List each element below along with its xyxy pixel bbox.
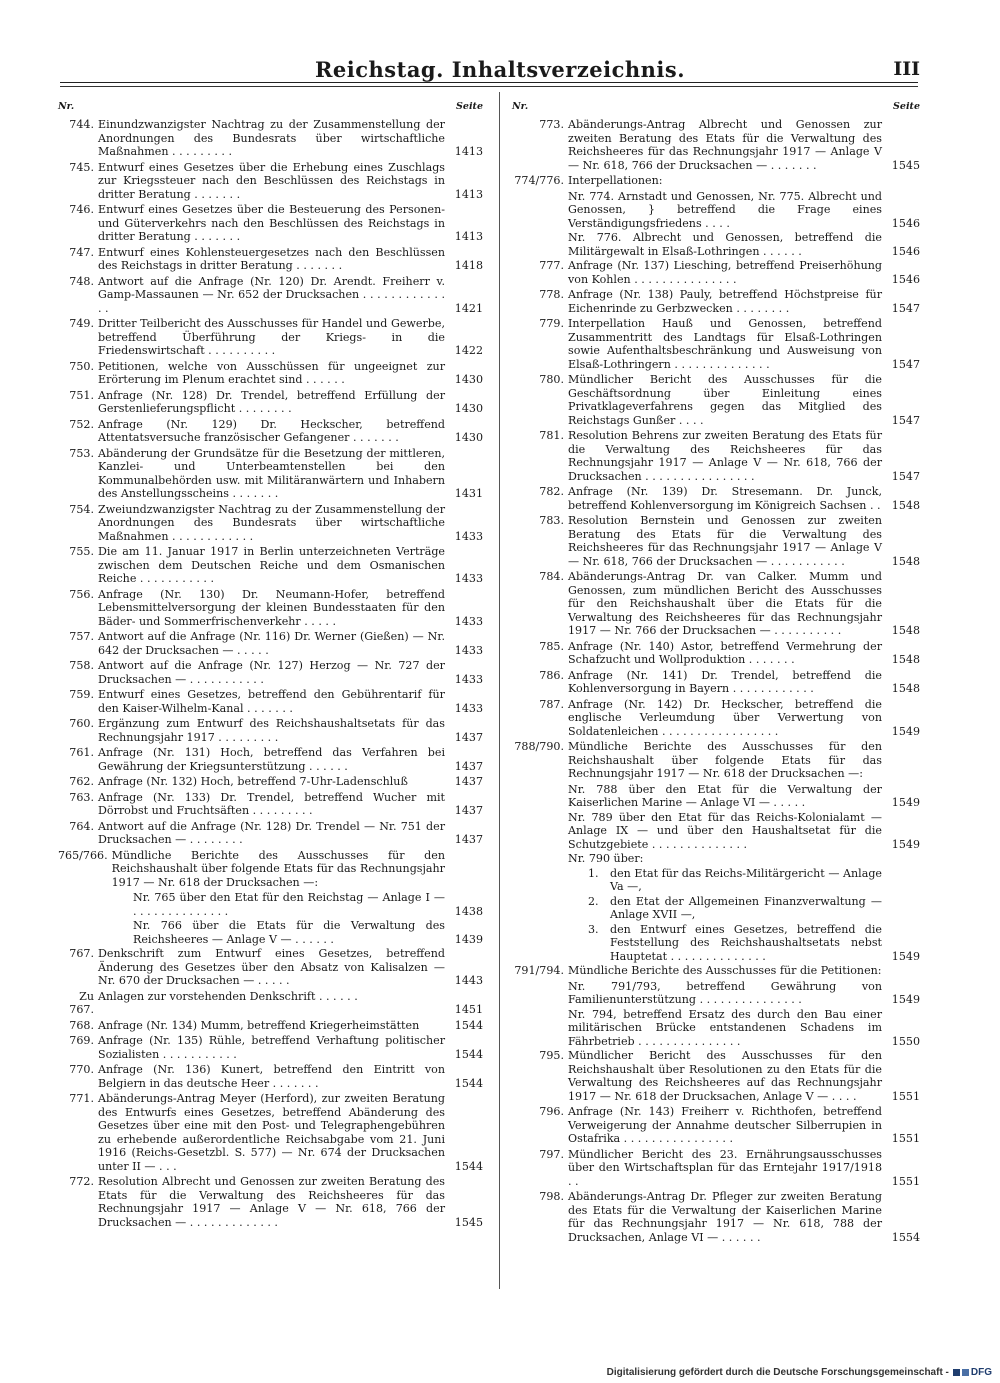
entry-text: Anfrage (Nr. 139) Dr. Stresemann. Dr. Junck, betreffend Kohlenversorgung im Königreich Sachsen . . (568, 485, 882, 512)
toc-entry (58, 775, 483, 789)
toc-subentry (512, 1008, 920, 1049)
toc-subentry (512, 895, 920, 922)
entry-number: 744. (69, 118, 94, 131)
subentry-text: Nr. 774. Arnstadt und Genossen, Nr. 775. Albrecht und Genossen, } betreffend die Frage eines Verständigungsfriedens . . . . (568, 189, 882, 230)
entry-number: Zu 767. (69, 989, 94, 1016)
entry-number: 768. (69, 1018, 94, 1032)
entry-number: 779. (539, 317, 564, 330)
entry-text: Anfrage (Nr. 141) Dr. Trendel, betreffend die Kohlenversorgung in Bayern . . . . . . . . . . . . (568, 668, 882, 695)
entry-text: Mündliche Berichte des Ausschusses für den Reichshaushalt über folgende Etats für das Rechnungsjahr 1917 — Nr. 618 der Drucksachen —: (568, 740, 882, 780)
subentry-text: Nr. 766 über die Etats für die Verwaltung des Reichsheeres — Anlage V — . . . . . . (133, 919, 445, 946)
toc-entry (512, 1148, 920, 1189)
entry-number: 796. (539, 1105, 564, 1118)
entry-page: 1548 (891, 624, 920, 637)
toc-entry (512, 570, 920, 638)
entry-page: 1421 (454, 301, 483, 315)
entry-number: 762. (69, 775, 94, 788)
entry-page: 1430 (454, 402, 483, 415)
toc-entry (58, 947, 483, 988)
column-divider (499, 92, 500, 1289)
entry-page: 1433 (454, 701, 483, 715)
subentry-text: Nr. 765 über den Etat für den Reichstag — Anlage I — . . . . . . . . . . . . . . (133, 891, 445, 918)
toc-entry (58, 389, 483, 416)
entry-number: 785. (539, 639, 564, 653)
entry-text: Dritter Teilbericht des Ausschusses für Handel und Gewerbe, betreffend Überführung der Kriegs- in die Friedenswirtschaft . . . . . . . . . . (98, 317, 445, 357)
toc-entry (512, 1105, 920, 1146)
entry-text: Anfrage (Nr. 143) Freiherr v. Richthofen, betreffend Verweigerung der Annahme deutscher Silberrupien in Ostafrika . . . . . . . . . . . . . . . . (568, 1105, 882, 1145)
entry-page: 1547 (891, 469, 920, 483)
subentry-text: Nr. 794, betreffend Ersatz des durch den Bau einer militärischen Brücke entstandenen Schadens im Fährbetrieb . . . . . . . . . . . . . . . (568, 1007, 882, 1048)
entry-text: Anfrage (Nr. 138) Pauly, betreffend Höchstpreise für Eichenrinde zu Gerbzwecken . . . . . . . . (568, 288, 882, 315)
entry-number: 749. (69, 317, 94, 330)
toc-entry (58, 1063, 483, 1090)
entry-number: 750. (69, 359, 94, 373)
entry-text: Antwort auf die Anfrage (Nr. 116) Dr. Werner (Gießen) — Nr. 642 der Drucksachen — . . . . . (98, 630, 445, 657)
entry-page: 1437 (454, 775, 483, 788)
entry-page: 1433 (454, 529, 483, 543)
toc-entry (58, 360, 483, 387)
toc-entry (58, 791, 483, 818)
toc-entry (58, 746, 483, 773)
toc-subentry (512, 867, 920, 894)
entry-number: 797. (539, 1147, 564, 1161)
page-heading: Seite (456, 101, 483, 112)
entry-text: Entwurf eines Gesetzes über die Erhebung eines Zuschlags zur Kriegssteuer nach den Beschlüssen des Reichstags in dritter Beratung . . . . . . . (98, 160, 445, 201)
entry-number: 767. (69, 947, 94, 960)
subentry-text: Nr. 790 über: (568, 852, 644, 865)
entry-page: 1437 (454, 833, 483, 846)
toc-entry (58, 717, 483, 744)
entry-number: 777. (539, 259, 564, 272)
subentry-text: Nr. 789 über den Etat für das Reichs-Kolonialamt — Anlage IX — und über den Haushaltsetat für die Schutzgebiete . . . . . . . . . . . . . . (568, 810, 882, 851)
subentry-page: 1550 (891, 1034, 920, 1048)
dfg-logo-text: DFG (970, 1367, 992, 1378)
num-heading: Nr. (512, 101, 529, 112)
entry-page: 1443 (454, 974, 483, 987)
entry-number: 747. (69, 245, 94, 259)
entry-number: 791/794. (514, 964, 564, 977)
subentry-page: 1546 (891, 244, 920, 258)
entry-number: 774/776. (514, 174, 564, 187)
entry-text: Mündlicher Bericht des Ausschusses für die Geschäftsordnung über Einleitung eines Privatklageverfahrens gegen das Mitglied des Reichstags Gunßer . . . . (568, 373, 882, 427)
entry-page: 1544 (454, 1018, 483, 1032)
toc-entry (58, 588, 483, 629)
toc-entry (512, 118, 920, 172)
toc-entry (58, 275, 483, 316)
entry-page: 1418 (454, 259, 483, 272)
entry-number: 765/766. (58, 848, 108, 862)
entry-text: Anfrage (Nr. 130) Dr. Neumann-Hofer, betreffend Lebensmittelversorgung der kleinen Bundesstaaten für den Bäder- und Sommerfrischenverkehr . . . . . (98, 587, 445, 628)
toc-entry (58, 1019, 483, 1033)
left-column-head (58, 100, 483, 112)
entry-number: 752. (69, 417, 94, 431)
entry-page: 1437 (454, 730, 483, 744)
subentry-page: 1549 (891, 993, 920, 1006)
page-heading: Seite (893, 101, 920, 112)
entry-text: Anfrage (Nr. 135) Rühle, betreffend Verhaftung politischer Sozialisten . . . . . . . . . . . (98, 1034, 445, 1061)
toc-entry (512, 373, 920, 427)
entry-text: Abänderung der Grundsätze für die Besetzung der mittleren, Kanzlei- und Unterbeamtenstellen bei den Kommunalbehörden usw. mit Militäranwärtern und Inhabern des Anstellungsscheins . . . . . . . (98, 446, 445, 500)
toc-entry (58, 545, 483, 586)
toc-entry (58, 161, 483, 202)
entry-page: 1413 (454, 145, 483, 158)
entry-text: Antwort auf die Anfrage (Nr. 120) Dr. Arendt. Freiherr v. Gamp-Massaunen — Nr. 652 der Drucksachen . . . . . . . . . . . . . . (98, 274, 445, 315)
entry-text: Einundzwanzigster Nachtrag zu der Zusammenstellung der Anordnungen des Bundesrats über wirtschaftliche Maßnahmen . . . . . . . . . (98, 118, 445, 158)
toc-entry (512, 317, 920, 371)
entry-page: 1413 (454, 187, 483, 201)
toc-entry (512, 174, 920, 188)
entry-number: 795. (539, 1049, 564, 1062)
toc-entry (512, 964, 920, 978)
entry-number: 778. (539, 288, 564, 301)
subentry-text: Nr. 791/793, betreffend Gewährung von Familienunterstützung . . . . . . . . . . . . . . . (568, 979, 882, 1006)
entry-page: 1437 (454, 759, 483, 773)
entry-number: 772. (69, 1175, 94, 1188)
toc-subentry (512, 190, 920, 231)
subentry-text: den Entwurf eines Gesetzes, betreffend die Feststellung des Reichshaushaltsetats nebst Hauptetat . . . . . . . . . . . . . . (610, 922, 882, 963)
entry-text: Resolution Bernstein und Genossen zur zweiten Beratung des Etats für die Verwaltung des Reichsheeres für das Rechnungsjahr 1917 — Anlage V — Nr. 618, 766 der Drucksachen — . . . . . . . . . . . (568, 514, 882, 568)
toc-entry (58, 203, 483, 244)
toc-entry (58, 447, 483, 501)
entry-page: 1549 (891, 724, 920, 738)
entry-number: 782. (539, 485, 564, 498)
subentry-page: 1549 (891, 796, 920, 809)
toc-entry (512, 1049, 920, 1103)
entry-text: Anfrage (Nr. 129) Dr. Heckscher, betreffend Attentatsversuche französischer Gefangener . . . . . . . (98, 417, 445, 444)
entry-number: 757. (69, 630, 94, 643)
entry-page: 1451 (454, 1003, 483, 1016)
entry-text: Entwurf eines Gesetzes über die Besteuerung des Personen- und Güterverkehrs nach den Beschlüssen des Reichstags in dritter Beratung . . . . . . . (98, 203, 445, 243)
entry-page: 1547 (891, 357, 920, 371)
entry-number: 760. (69, 717, 94, 730)
entry-page: 1551 (891, 1089, 920, 1103)
entry-number: 746. (69, 203, 94, 216)
entry-number: 758. (69, 659, 94, 672)
entry-text: Anfrage (Nr. 132) Hoch, betreffend 7-Uhr-Ladenschluß (98, 775, 408, 788)
entry-page: 1544 (454, 1159, 483, 1173)
funding-note: Digitalisierung gefördert durch die Deutsche Forschungsgemeinschaft - (606, 1367, 949, 1378)
entry-text: Ergänzung zum Entwurf des Reichshaushaltsetats für das Rechnungsjahr 1917 . . . . . . . . . (98, 717, 445, 744)
left-column (58, 100, 483, 1231)
num-heading: Nr. (58, 101, 75, 112)
entry-number: 784. (539, 570, 564, 583)
entry-text: Anfrage (Nr. 142) Dr. Heckscher, betreffend die englische Verleumdung über Verwertung von Soldatenleichen . . . . . . . . . . . . . . . . . (568, 697, 882, 738)
entry-page: 1433 (454, 614, 483, 628)
entry-page: 1544 (454, 1047, 483, 1061)
entry-text: Abänderungs-Antrag Meyer (Herford), zur zweiten Beratung des Entwurfs eines Gesetzes, betreffend Abänderung des Gesetzes über eine mit den Post- und Telegraphengebühren zu erhebende außerordentliche Reichsabgabe vom 21. Juni 1916 (Reichs-Gesetzbl. S. 577) — Nr. 674 der Drucksachen unter II — . . . (98, 1092, 445, 1173)
toc-subentry (512, 923, 920, 964)
toc-entry (512, 640, 920, 667)
entry-page: 1548 (891, 653, 920, 666)
entry-page: 1430 (454, 373, 483, 386)
entry-number: 798. (539, 1190, 564, 1203)
toc-entry (58, 820, 483, 847)
entry-number: 764. (69, 819, 94, 833)
entry-text: Resolution Behrens zur zweiten Beratung des Etats für die Verwaltung des Reichsheeres für das Rechnungsjahr 1917 — Anlage V — Nr. 618, 766 der Drucksachen . . . . . . . . . . . . . . . . (568, 429, 882, 483)
entry-number: 786. (539, 668, 564, 682)
entry-number: 755. (69, 545, 94, 558)
subentry-label: 3. (588, 922, 599, 936)
right-column (512, 100, 920, 1246)
toc-subentry (512, 231, 920, 258)
entry-text: Interpellationen: (568, 174, 663, 187)
entry-page: 1544 (454, 1076, 483, 1090)
subentry-label: 2. (588, 894, 599, 908)
entry-number: 754. (69, 502, 94, 516)
entry-number: 771. (69, 1092, 94, 1105)
subentry-label: 1. (588, 866, 599, 880)
toc-entry (58, 246, 483, 273)
entry-number: 753. (69, 446, 94, 460)
entry-text: Mündliche Berichte des Ausschusses für den Reichshaushalt über folgende Etats für das Rechnungsjahr 1917 — Nr. 618 der Drucksachen —: (111, 848, 445, 889)
entry-text: Resolution Albrecht und Genossen zur zweiten Beratung des Etats für die Verwaltung des Reichsheeres für das Rechnungsjahr 1917 — Anlage V — Nr. 618, 766 der Drucksachen — . . . . . . . . . . . . . (98, 1175, 445, 1229)
entry-text: Anlagen zur vorstehenden Denkschrift . . . . . . (98, 989, 358, 1003)
entry-number: 748. (69, 274, 94, 288)
entry-page: 1547 (891, 413, 920, 427)
dfg-logo-icon (953, 1367, 992, 1378)
toc-subentry (512, 811, 920, 852)
entry-number: 788/790. (514, 740, 564, 753)
entry-text: Interpellation Hauß und Genossen, betreffend Zusammentritt des Landtags für Elsaß-Lothringen sowie Aufenthaltsbeschränkung und Ausweisung von Elsaß-Lothringern . . . . . . . . . . . . . . (568, 317, 882, 371)
entry-page: 1433 (454, 643, 483, 657)
toc-entry (58, 630, 483, 657)
toc-entry (58, 418, 483, 445)
toc-entry (512, 669, 920, 696)
entry-text: Antwort auf die Anfrage (Nr. 128) Dr. Trendel — Nr. 751 der Drucksachen — . . . . . . . . (98, 819, 445, 846)
entry-number: 745. (69, 160, 94, 174)
toc-entry (58, 503, 483, 544)
entry-page: 1433 (454, 672, 483, 686)
toc-entry (512, 1190, 920, 1244)
toc-entry (58, 1092, 483, 1173)
entry-number: 751. (69, 388, 94, 402)
entry-text: Abänderungs-Antrag Albrecht und Genossen zur zweiten Beratung des Etats für die Verwaltung des Reichsheeres für das Rechnungsjahr 1917 — Anlage V — Nr. 618, 766 der Drucksachen — . . . . . . . (568, 118, 882, 172)
footer (607, 1367, 992, 1378)
entry-page: 1545 (891, 158, 920, 172)
toc-subentry (512, 783, 920, 810)
subentry-page: 1438 (454, 904, 483, 918)
entry-text: Antwort auf die Anfrage (Nr. 127) Herzog — Nr. 727 der Drucksachen — . . . . . . . . . . . (98, 659, 445, 686)
entry-page: 1548 (891, 554, 920, 568)
toc-entry (512, 698, 920, 739)
entry-page: 1546 (891, 272, 920, 286)
toc-subentry (58, 919, 483, 946)
right-entry-list (512, 118, 920, 1244)
entry-text: Die am 11. Januar 1917 in Berlin unterzeichneten Verträge zwischen dem Deutschen Reiche und dem Osmanischen Reiche . . . . . . . . . . . (98, 545, 445, 585)
entry-number: 773. (539, 118, 564, 131)
toc-subentry (512, 980, 920, 1007)
entry-page: 1430 (454, 431, 483, 444)
toc-entry (512, 740, 920, 781)
entry-text: Petitionen, welche von Ausschüssen für ungeeignet zur Erörterung im Plenum erachtet sind . . . . . . (98, 359, 445, 386)
entry-text: Anfrage (Nr. 133) Dr. Trendel, betreffend Wucher mit Dörrobst und Fruchtsäften . . . . . . . . . (98, 790, 445, 817)
toc-entry (512, 514, 920, 568)
entry-text: Mündlicher Bericht des Ausschusses für den Reichshaushalt über Resolutionen zu den Etats für die Verwaltung des Reichsheeres auf das Rechnungsjahr 1917 — Nr. 618 der Drucksachen, Anlage V — . . . . (568, 1049, 882, 1103)
toc-entry (58, 118, 483, 159)
entry-text: Entwurf eines Gesetzes, betreffend den Gebührentarif für den Kaiser-Wilhelm-Kanal . . . . . . . (98, 688, 445, 715)
entry-page: 1551 (891, 1174, 920, 1188)
entry-page: 1422 (454, 344, 483, 357)
toc-entry (58, 688, 483, 715)
toc-entry (58, 1034, 483, 1061)
page-title: Reichstag. Inhaltsverzeichnis. (314, 57, 686, 82)
entry-number: 781. (539, 429, 564, 442)
entry-text: Mündliche Berichte des Ausschusses für die Petitionen: (568, 964, 882, 977)
entry-page: 1431 (454, 487, 483, 500)
entry-text: Anfrage (Nr. 131) Hoch, betreffend das Verfahren bei Gewährung der Kriegsunterstützung . . . . . . (98, 746, 445, 773)
toc-entry (58, 317, 483, 358)
page-number: III (893, 58, 920, 80)
subentry-page: 1549 (891, 837, 920, 851)
toc-entry (512, 259, 920, 286)
toc-entry (58, 849, 483, 890)
entry-text: Anfrage (Nr. 140) Astor, betreffend Vermehrung der Schafzucht und Wollproduktion . . . . . . . (568, 639, 882, 666)
toc-entry (58, 990, 483, 1017)
toc-entry (58, 1175, 483, 1229)
entry-page: 1551 (891, 1132, 920, 1145)
entry-page: 1554 (891, 1230, 920, 1244)
entry-text: Abänderungs-Antrag Dr. Pfleger zur zweiten Beratung des Etats für die Verwaltung der Kaiserlichen Marine für das Rechnungsjahr 1917 — Nr. 618, 788 der Drucksachen, Anlage VI — . . . . . . (568, 1190, 882, 1244)
subentry-page: 1439 (454, 932, 483, 946)
entry-text: Denkschrift zum Entwurf eines Gesetzes, betreffend Änderung des Gesetzes über den Absatz von Kalisalzen — Nr. 670 der Drucksachen — . . . . . (98, 947, 445, 987)
subentry-text: den Etat für das Reichs-Militärgericht — Anlage Va —, (610, 866, 882, 893)
entry-text: Mündlicher Bericht des 23. Ernährungsausschusses über den Wirtschaftsplan für das Erntejahr 1917/1918 . . (568, 1147, 882, 1188)
entry-page: 1547 (891, 301, 920, 315)
toc-subentry (512, 852, 920, 866)
entry-text: Abänderungs-Antrag Dr. van Calker. Mumm und Genossen, zum mündlichen Bericht des Ausschusses für den Reichshaushalt über die Etats für die Verwaltung des Reichsheeres für das Rechnungsjahr 1917 — Nr. 766 der Drucksachen — . . . . . . . . . . (568, 570, 882, 637)
entry-number: 763. (69, 790, 94, 804)
entry-page: 1437 (454, 804, 483, 817)
subentry-text: den Etat der Allgemeinen Finanzverwaltung — Anlage XVII —, (610, 894, 882, 921)
entry-text: Anfrage (Nr. 128) Dr. Trendel, betreffend Erfüllung der Gerstenlieferungspflicht . . . . . . . . (98, 388, 445, 415)
subentry-page: 1546 (891, 216, 920, 230)
entry-number: 756. (69, 587, 94, 601)
entry-number: 770. (69, 1063, 94, 1076)
subentry-page: 1549 (891, 949, 920, 963)
entry-page: 1433 (454, 572, 483, 585)
entry-number: 787. (539, 697, 564, 711)
entry-page: 1545 (454, 1215, 483, 1229)
left-entry-list (58, 118, 483, 1229)
entry-number: 769. (69, 1034, 94, 1047)
entry-number: 759. (69, 688, 94, 701)
header-rule-thin (60, 86, 918, 87)
toc-entry (512, 288, 920, 315)
entry-number: 780. (539, 373, 564, 386)
toc-entry (512, 429, 920, 483)
toc-entry (512, 485, 920, 512)
subentry-text: Nr. 776. Albrecht und Genossen, betreffend die Militärgewalt in Elsaß-Lothringen . . . . . . (568, 231, 882, 258)
right-column-head (512, 100, 920, 112)
entry-page: 1548 (891, 498, 920, 512)
entry-number: 783. (539, 514, 564, 527)
entry-number: 761. (69, 746, 94, 759)
header-rule-thick (60, 82, 918, 83)
entry-text: Entwurf eines Kohlensteuergesetzes nach den Beschlüssen des Reichstags in dritter Beratung . . . . . . . (98, 245, 445, 272)
entry-page: 1413 (454, 230, 483, 243)
entry-text: Zweiundzwanzigster Nachtrag zu der Zusammenstellung der Anordnungen des Bundesrats über wirtschaftliche Maßnahmen . . . . . . . . . . . . (98, 502, 445, 543)
entry-text: Anfrage (Nr. 136) Kunert, betreffend den Eintritt von Belgiern in das deutsche Heer . . . . . . . (98, 1063, 445, 1090)
entry-text: Anfrage (Nr. 134) Mumm, betreffend Kriegerheimstätten (98, 1018, 420, 1032)
entry-page: 1548 (891, 682, 920, 695)
subentry-text: Nr. 788 über den Etat für die Verwaltung der Kaiserlichen Marine — Anlage VI — . . . . . (568, 782, 882, 809)
toc-subentry (58, 891, 483, 918)
toc-entry (58, 659, 483, 686)
entry-text: Anfrage (Nr. 137) Liesching, betreffend Preiserhöhung von Kohlen . . . . . . . . . . . . . . . (568, 259, 882, 286)
